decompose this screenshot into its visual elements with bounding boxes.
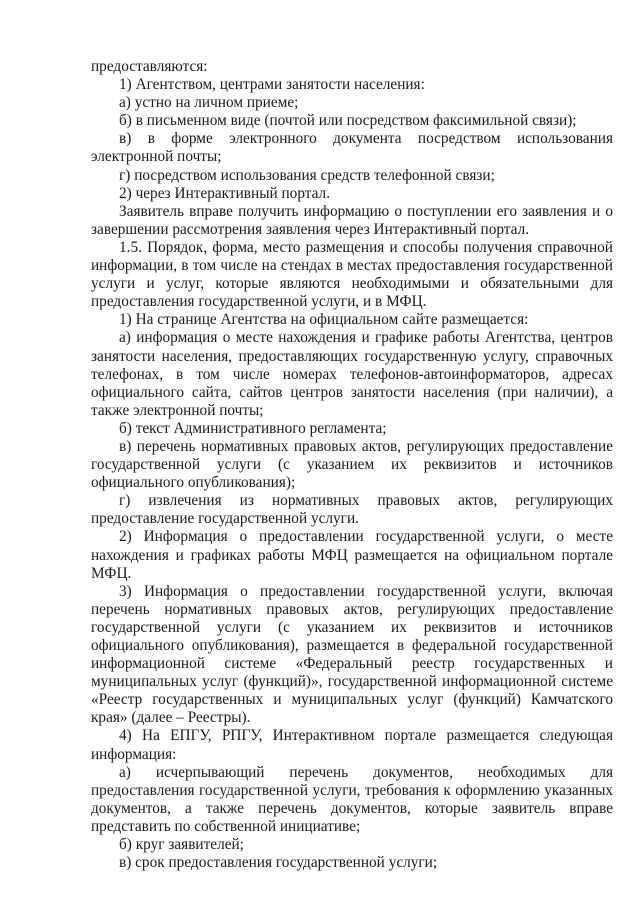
paragraph-registries: 3) Информация о предоставлении государственной услуги, включая перечень нормативных правовых актов, регулирующих предоставление государственной услуги (с указанием их реквизитов и источников официального опубликования), размещается в федеральной государственной информационной системе «Федеральный реестр государственных и муниципальных услуг (функций)», государственной информационной системе «Реестр государственных и муниципальных услуг (функций) Камчатского края» (далее – Реестры). bbox=[91, 582, 613, 727]
paragraph-agency-v: в) перечень нормативных правовых актов, регулирующих предоставление государственной услуги (с указанием их реквизитов и источников официального опубликования); bbox=[91, 437, 613, 492]
paragraph-mfc-info: 2) Информация о предоставлении государственной услуги, о месте нахождения и графиках работы МФЦ размещается на официальном портале МФЦ. bbox=[91, 528, 613, 582]
paragraph-agency-b: б) текст Административного регламента; bbox=[119, 419, 387, 437]
paragraph-portals: 4) На ЕПГУ, РПГУ, Интерактивном портале размещается следующая информация: bbox=[91, 727, 613, 763]
paragraph-section-1-5: 1.5. Порядок, форма, место размещения и способы получения справочной информации, в том числе на стендах в местах предоставления государственной услуги и услуг, которые являются необходимыми и обязательными для предоставления государственной услуги, и в МФЦ. bbox=[91, 238, 613, 311]
paragraph-item-2: 2) через Интерактивный портал. bbox=[119, 184, 331, 202]
paragraph-item-1g: г) посредством использования средств телефонной связи; bbox=[119, 166, 495, 184]
paragraph-agency-a: а) информация о месте нахождения и графике работы Агентства, центров занятости населения, предоставляющих государственную услугу, справочных телефонах, в том числе номерах телефонов-автоинформаторов, адресах официального сайта, сайтов центров занятости населения (при наличии), а также электронной почты; bbox=[91, 329, 613, 419]
document-body bbox=[91, 58, 613, 872]
paragraph-agency-g: г) извлечения из нормативных правовых актов, регулирующих предоставление государственной услуги. bbox=[91, 492, 613, 528]
paragraph-portals-a: а) исчерпывающий перечень документов, необходимых для предоставления государственной услуги, требования к оформлению указанных документов, а также перечень документов, которые заявитель вправе представить по собственной инициативе; bbox=[91, 763, 613, 835]
paragraph-portals-b: б) круг заявителей; bbox=[119, 836, 244, 854]
paragraph-portals-v: в) срок предоставления государственной услуги; bbox=[119, 854, 438, 872]
paragraph-item-1v: в) в форме электронного документа посредством использования электронной почты; bbox=[91, 130, 613, 166]
paragraph-item-1b: б) в письменном виде (почтой или посредством факсимильной связи); bbox=[119, 112, 577, 130]
paragraph-item-1: 1) Агентством, центрами занятости населения: bbox=[119, 76, 425, 94]
paragraph-item-1a: а) устно на личном приеме; bbox=[119, 94, 299, 112]
paragraph-agency-page: 1) На странице Агентства на официальном сайте размещается: bbox=[119, 311, 529, 329]
paragraph-applicant-right: Заявитель вправе получить информацию о поступлении его заявления и о завершении рассмотрения заявления через Интерактивный портал. bbox=[91, 202, 613, 238]
paragraph-intro: предоставляются: bbox=[91, 58, 208, 75]
